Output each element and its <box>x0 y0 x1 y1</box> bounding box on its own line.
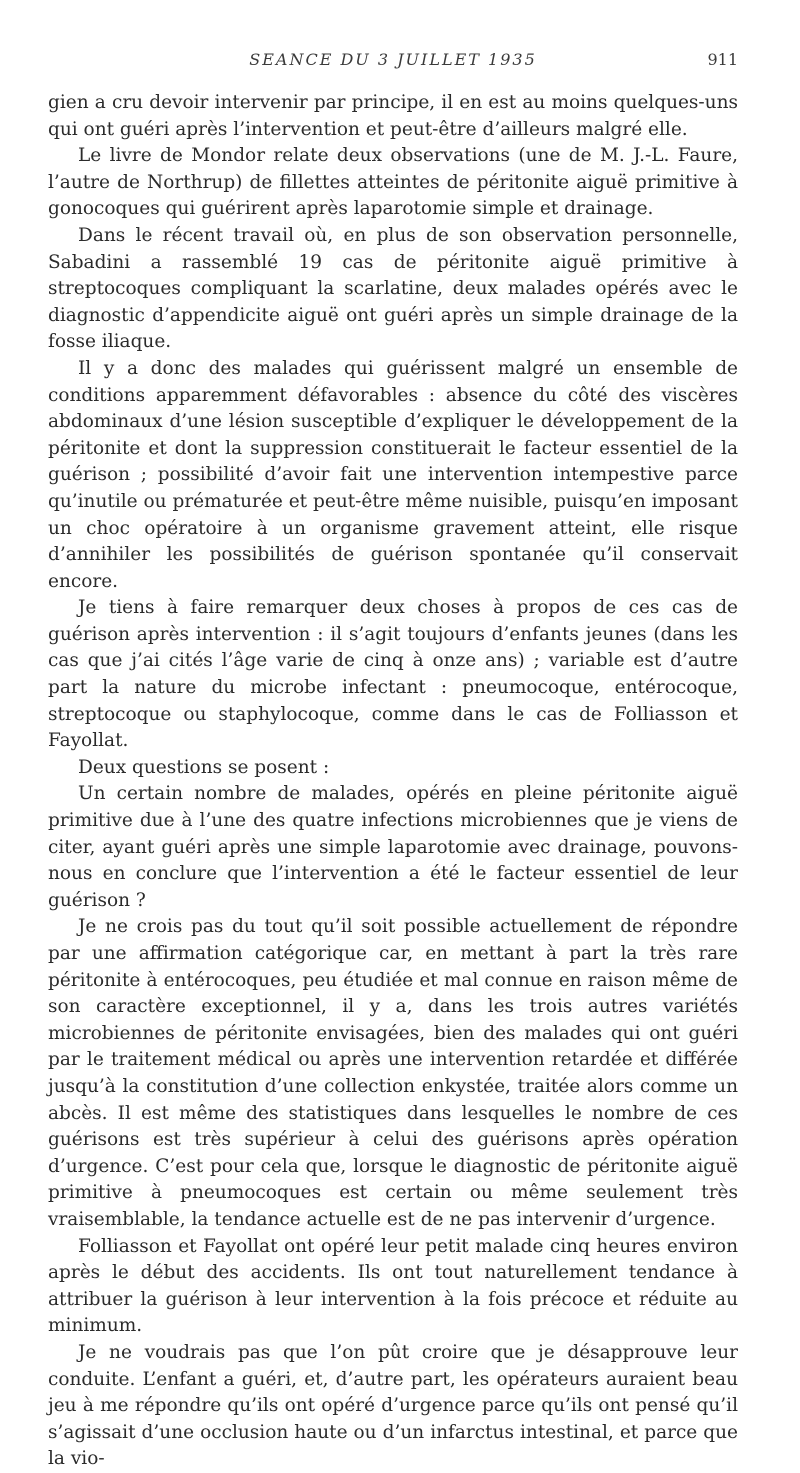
paragraph: gien a cru devoir intervenir par principe, il en est au moins quelques-uns qui ont guéri après l’intervention et peut-être d’ailleurs malgré elle. <box>48 92 738 140</box>
page-number: 911 <box>707 50 738 69</box>
paragraph: Dans le récent travail où, en plus de son observation personnelle, Sabadini a rassemblé 19 cas de péritonite aiguë primitive à streptocoques compliquant la scarlatine, deux malades opérés avec le diagnostic d’appendicite aiguë ont guéri après un simple drainage de la fosse iliaque. <box>48 224 738 353</box>
paragraph: Le livre de Mondor relate deux observations (une de M. J.-L. Faure, l’autre de Northrup) de fillettes atteintes de péritonite aiguë primitive à gonocoques qui guérirent après laparotomie simple et drainage. <box>48 145 738 220</box>
paragraph: Je ne crois pas du tout qu’il soit possible actuellement de répondre par une affirmation catégorique car, en mettant à part la très rare péritonite à entérocoques, peu étudiée et mal connue en raison même de son caractère exceptionnel, il y a, dans les trois autres variétés microbiennes de péritonite envisagées, bien des malades qui ont guéri par le traitement médical ou après une intervention retardée et différée jusqu’à la constitution d’une collection enkystée, traitée alors comme un abcès. Il est même des statistiques dans lesquelles le nombre de ces guérisons est très supérieur à celui des guérisons après opération d’urgence. C’est pour cela que, lorsque le diagnostic de péritonite aiguë primitive à pneumocoques est certain ou même seulement très vraisemblable, la tendance actuelle est de ne pas intervenir d’urgence. <box>48 916 738 1230</box>
page-header <box>48 50 738 74</box>
paragraph: Un certain nombre de malades, opérés en pleine péritonite aiguë primitive due à l’une des quatre infections microbiennes que je viens de citer, ayant guéri après une simple laparotomie avec drainage, pouvons-nous en conclure que l’intervention a été le facteur essentiel de leur guérison ? <box>48 783 738 911</box>
paragraph: Deux questions se posent : <box>78 756 330 778</box>
running-head: SEANCE DU 3 JUILLET 1935 <box>249 50 537 69</box>
paragraph: Il y a donc des malades qui guérissent malgré un ensemble de conditions apparemment défavorables : absence du côté des viscères abdominaux d’une lésion susceptible d’expliquer le développement de la péritonite et dont la suppression constituerait le facteur essentiel de la guérison ; possibilité d’avoir fait une intervention intempestive parce qu’inutile ou prématurée et peut-être même nuisible, puisqu’en imposant un choc opératoire à un organisme gravement atteint, elle risque d’annihiler les possibilités de guérison spontanée qu’il conservait encore. <box>48 357 738 592</box>
paragraph: Je ne voudrais pas que l’on pût croire que je désapprouve leur conduite. L’enfant a guéri, et, d’autre part, les opérateurs auraient beau jeu à me répondre qu’ils ont opéré d’urgence parce qu’ils ont pensé qu’il s’agissait d’une occlusion haute ou d’un infarctus intestinal, et parce que la vio- <box>48 1341 738 1470</box>
paragraph: Je tiens à faire remarquer deux choses à propos de ces cas de guérison après intervention : il s’agit toujours d’enfants jeunes (dans les cas que j’ai cités l’âge varie de cinq à onze ans) ; variable est d’autre part la nature du microbe infectant : pneumocoque, entérocoque, streptocoque ou staphylocoque, comme dans le cas de Folliasson et Fayollat. <box>48 597 738 752</box>
body-text <box>48 90 738 1473</box>
paragraph: Folliasson et Fayollat ont opéré leur petit malade cinq heures environ après le début des accidents. Ils ont tout naturellement tendance à attribuer la guérison à leur intervention à la fois précoce et réduite au minimum. <box>48 1235 738 1337</box>
